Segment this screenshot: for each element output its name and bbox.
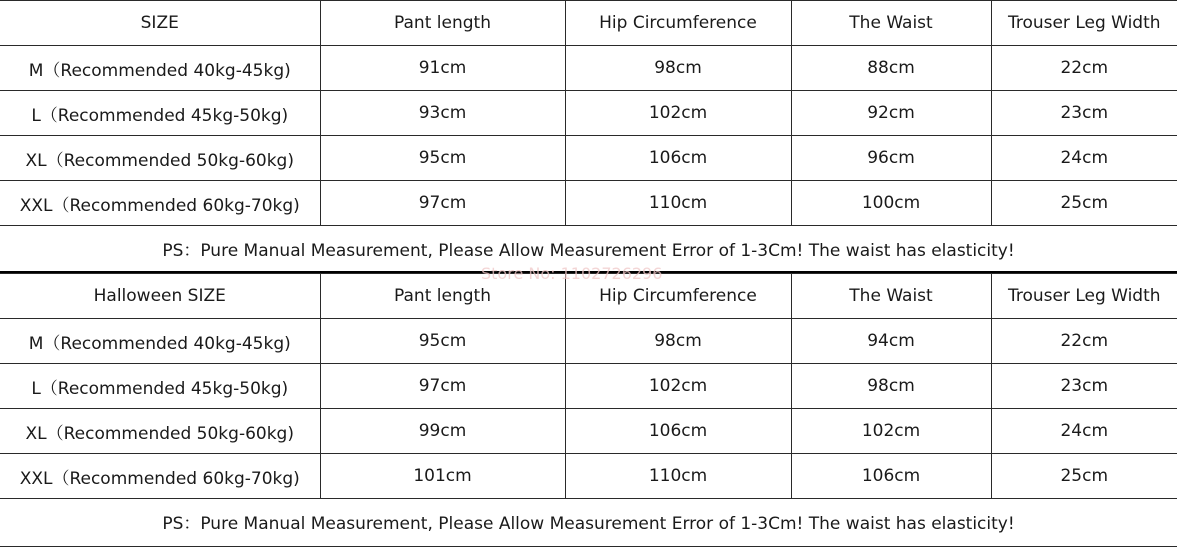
pant-length-value: 101cm: [320, 454, 565, 499]
size-table-regular: [0, 0, 1177, 271]
table-row: [0, 136, 1177, 181]
bottom-border: [0, 546, 1177, 547]
pant-length-value: 95cm: [320, 136, 565, 181]
size-label: M（Recommended 40kg-45kg): [0, 319, 320, 364]
table-row: [0, 319, 1177, 364]
leg-width-value: 23cm: [991, 364, 1177, 409]
measurement-note: PS：Pure Manual Measurement, Please Allow Measurement Error of 1-3Cm! The waist has elasticity!: [0, 499, 1177, 544]
waist-value: 88cm: [791, 46, 991, 91]
header-hip-circumference: Hip Circumference: [565, 274, 791, 319]
waist-value: 106cm: [791, 454, 991, 499]
table-header-row: [0, 1, 1177, 46]
waist-value: 100cm: [791, 181, 991, 226]
header-pant-length: Pant length: [320, 1, 565, 46]
size-label: XXL（Recommended 60kg-70kg): [0, 181, 320, 226]
hip-value: 110cm: [565, 181, 791, 226]
header-leg-width: Trouser Leg Width: [991, 1, 1177, 46]
size-label: L（Recommended 45kg-50kg): [0, 91, 320, 136]
header-halloween-size: Halloween SIZE: [0, 274, 320, 319]
pant-length-value: 97cm: [320, 181, 565, 226]
hip-value: 102cm: [565, 91, 791, 136]
table-row: [0, 409, 1177, 454]
waist-value: 102cm: [791, 409, 991, 454]
size-label: XL（Recommended 50kg-60kg): [0, 136, 320, 181]
leg-width-value: 23cm: [991, 91, 1177, 136]
hip-value: 110cm: [565, 454, 791, 499]
hip-value: 98cm: [565, 319, 791, 364]
table-row: [0, 46, 1177, 91]
pant-length-value: 95cm: [320, 319, 565, 364]
header-hip-circumference: Hip Circumference: [565, 1, 791, 46]
size-label: L（Recommended 45kg-50kg): [0, 364, 320, 409]
leg-width-value: 25cm: [991, 181, 1177, 226]
table-row: [0, 454, 1177, 499]
hip-value: 106cm: [565, 136, 791, 181]
hip-value: 102cm: [565, 364, 791, 409]
pant-length-value: 93cm: [320, 91, 565, 136]
pant-length-value: 91cm: [320, 46, 565, 91]
header-waist: The Waist: [791, 274, 991, 319]
size-label: M（Recommended 40kg-45kg): [0, 46, 320, 91]
note-row: [0, 226, 1177, 271]
header-leg-width: Trouser Leg Width: [991, 274, 1177, 319]
pant-length-value: 99cm: [320, 409, 565, 454]
leg-width-value: 24cm: [991, 136, 1177, 181]
size-label: XL（Recommended 50kg-60kg): [0, 409, 320, 454]
leg-width-value: 25cm: [991, 454, 1177, 499]
header-size: SIZE: [0, 1, 320, 46]
header-waist: The Waist: [791, 1, 991, 46]
store-watermark: Store No: 1102726296: [481, 264, 663, 283]
pant-length-value: 97cm: [320, 364, 565, 409]
measurement-note: PS：Pure Manual Measurement, Please Allow Measurement Error of 1-3Cm! The waist has elasticity!: [0, 226, 1177, 271]
leg-width-value: 22cm: [991, 46, 1177, 91]
table-row: [0, 91, 1177, 136]
waist-value: 96cm: [791, 136, 991, 181]
header-pant-length: Pant length: [320, 274, 565, 319]
waist-value: 98cm: [791, 364, 991, 409]
leg-width-value: 24cm: [991, 409, 1177, 454]
waist-value: 94cm: [791, 319, 991, 364]
leg-width-value: 22cm: [991, 319, 1177, 364]
size-table-halloween: [0, 273, 1177, 544]
waist-value: 92cm: [791, 91, 991, 136]
hip-value: 106cm: [565, 409, 791, 454]
hip-value: 98cm: [565, 46, 791, 91]
table-header-row: [0, 274, 1177, 319]
note-row: [0, 499, 1177, 544]
table-row: [0, 364, 1177, 409]
table-row: [0, 181, 1177, 226]
size-label: XXL（Recommended 60kg-70kg): [0, 454, 320, 499]
